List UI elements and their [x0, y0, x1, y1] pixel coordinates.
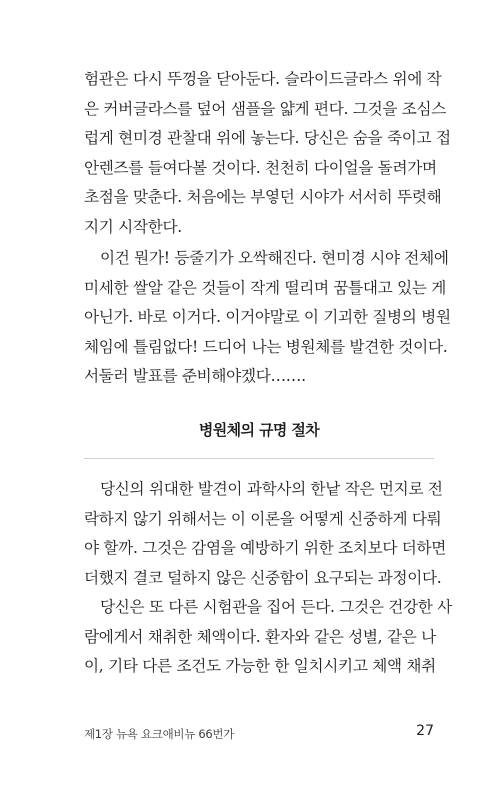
section-heading: 병원체의 규명 절차 [198, 421, 320, 439]
text-line: 서둘러 발표를 준비해야겠다……. [84, 367, 306, 386]
body-paragraph-3 [84, 475, 447, 593]
text-line: 체임에 틀림없다! 드디어 나는 병원체를 발견한 것이다. [84, 337, 448, 356]
page-number: 27 [416, 723, 434, 739]
body-paragraph-1 [84, 65, 451, 243]
text-line: 이, 기타 다른 조건도 가능한 한 일치시키고 체액 채취 [84, 657, 436, 676]
text-line: 람에게서 채취한 체액이다. 환자와 같은 성별, 같은 나 [84, 627, 436, 646]
text-line: 초점을 맞춘다. 처음에는 부옇던 시야가 서서히 뚜렷해 [84, 188, 442, 207]
text-line: 당신의 위대한 발견이 과학사의 한낱 작은 먼지로 전 [100, 480, 443, 498]
text-line: 아닌가. 바로 이거다. 이거야말로 이 기괴한 질병의 병원 [84, 308, 451, 327]
text-line: 은 커버글라스를 덮어 샘플을 얇게 편다. 그것을 조심스 [84, 99, 447, 118]
text-line: 락하지 않기 위해서는 이 이론을 어떻게 신중하게 다뤄 [84, 509, 442, 528]
body-paragraph-4 [84, 593, 452, 682]
text-line: 미세한 쌀알 같은 것들이 작게 떨리며 꿈틀대고 있는 게 [84, 278, 447, 297]
text-line: 더했지 결코 덜하지 않은 신중함이 요구되는 과정이다. [84, 568, 442, 587]
text-line: 험관은 다시 뚜껑을 닫아둔다. 슬라이드글라스 위에 작 [84, 70, 442, 88]
body-paragraph-2 [84, 244, 451, 392]
text-line: 당신은 또 다른 시험관을 집어 든다. 그것은 건강한 사 [100, 598, 452, 616]
text-line: 지기 시작한다. [84, 217, 182, 236]
text-line: 안렌즈를 들여다볼 것이다. 천천히 다이얼을 돌려가며 [84, 158, 437, 177]
section-divider [84, 458, 434, 459]
running-footer-chapter: 제1장 뉴욕 요크애비뉴 66번가 [84, 727, 235, 741]
text-line: 야 할까. 그것은 감염을 예방하기 위한 조치보다 더하면 [84, 539, 447, 558]
text-line: 이건 뭔가! 등줄기가 오싹해진다. 현미경 시야 전체에 [100, 249, 449, 267]
text-line: 럽게 현미경 관찰대 위에 놓는다. 당신은 숨을 죽이고 접 [84, 129, 451, 148]
